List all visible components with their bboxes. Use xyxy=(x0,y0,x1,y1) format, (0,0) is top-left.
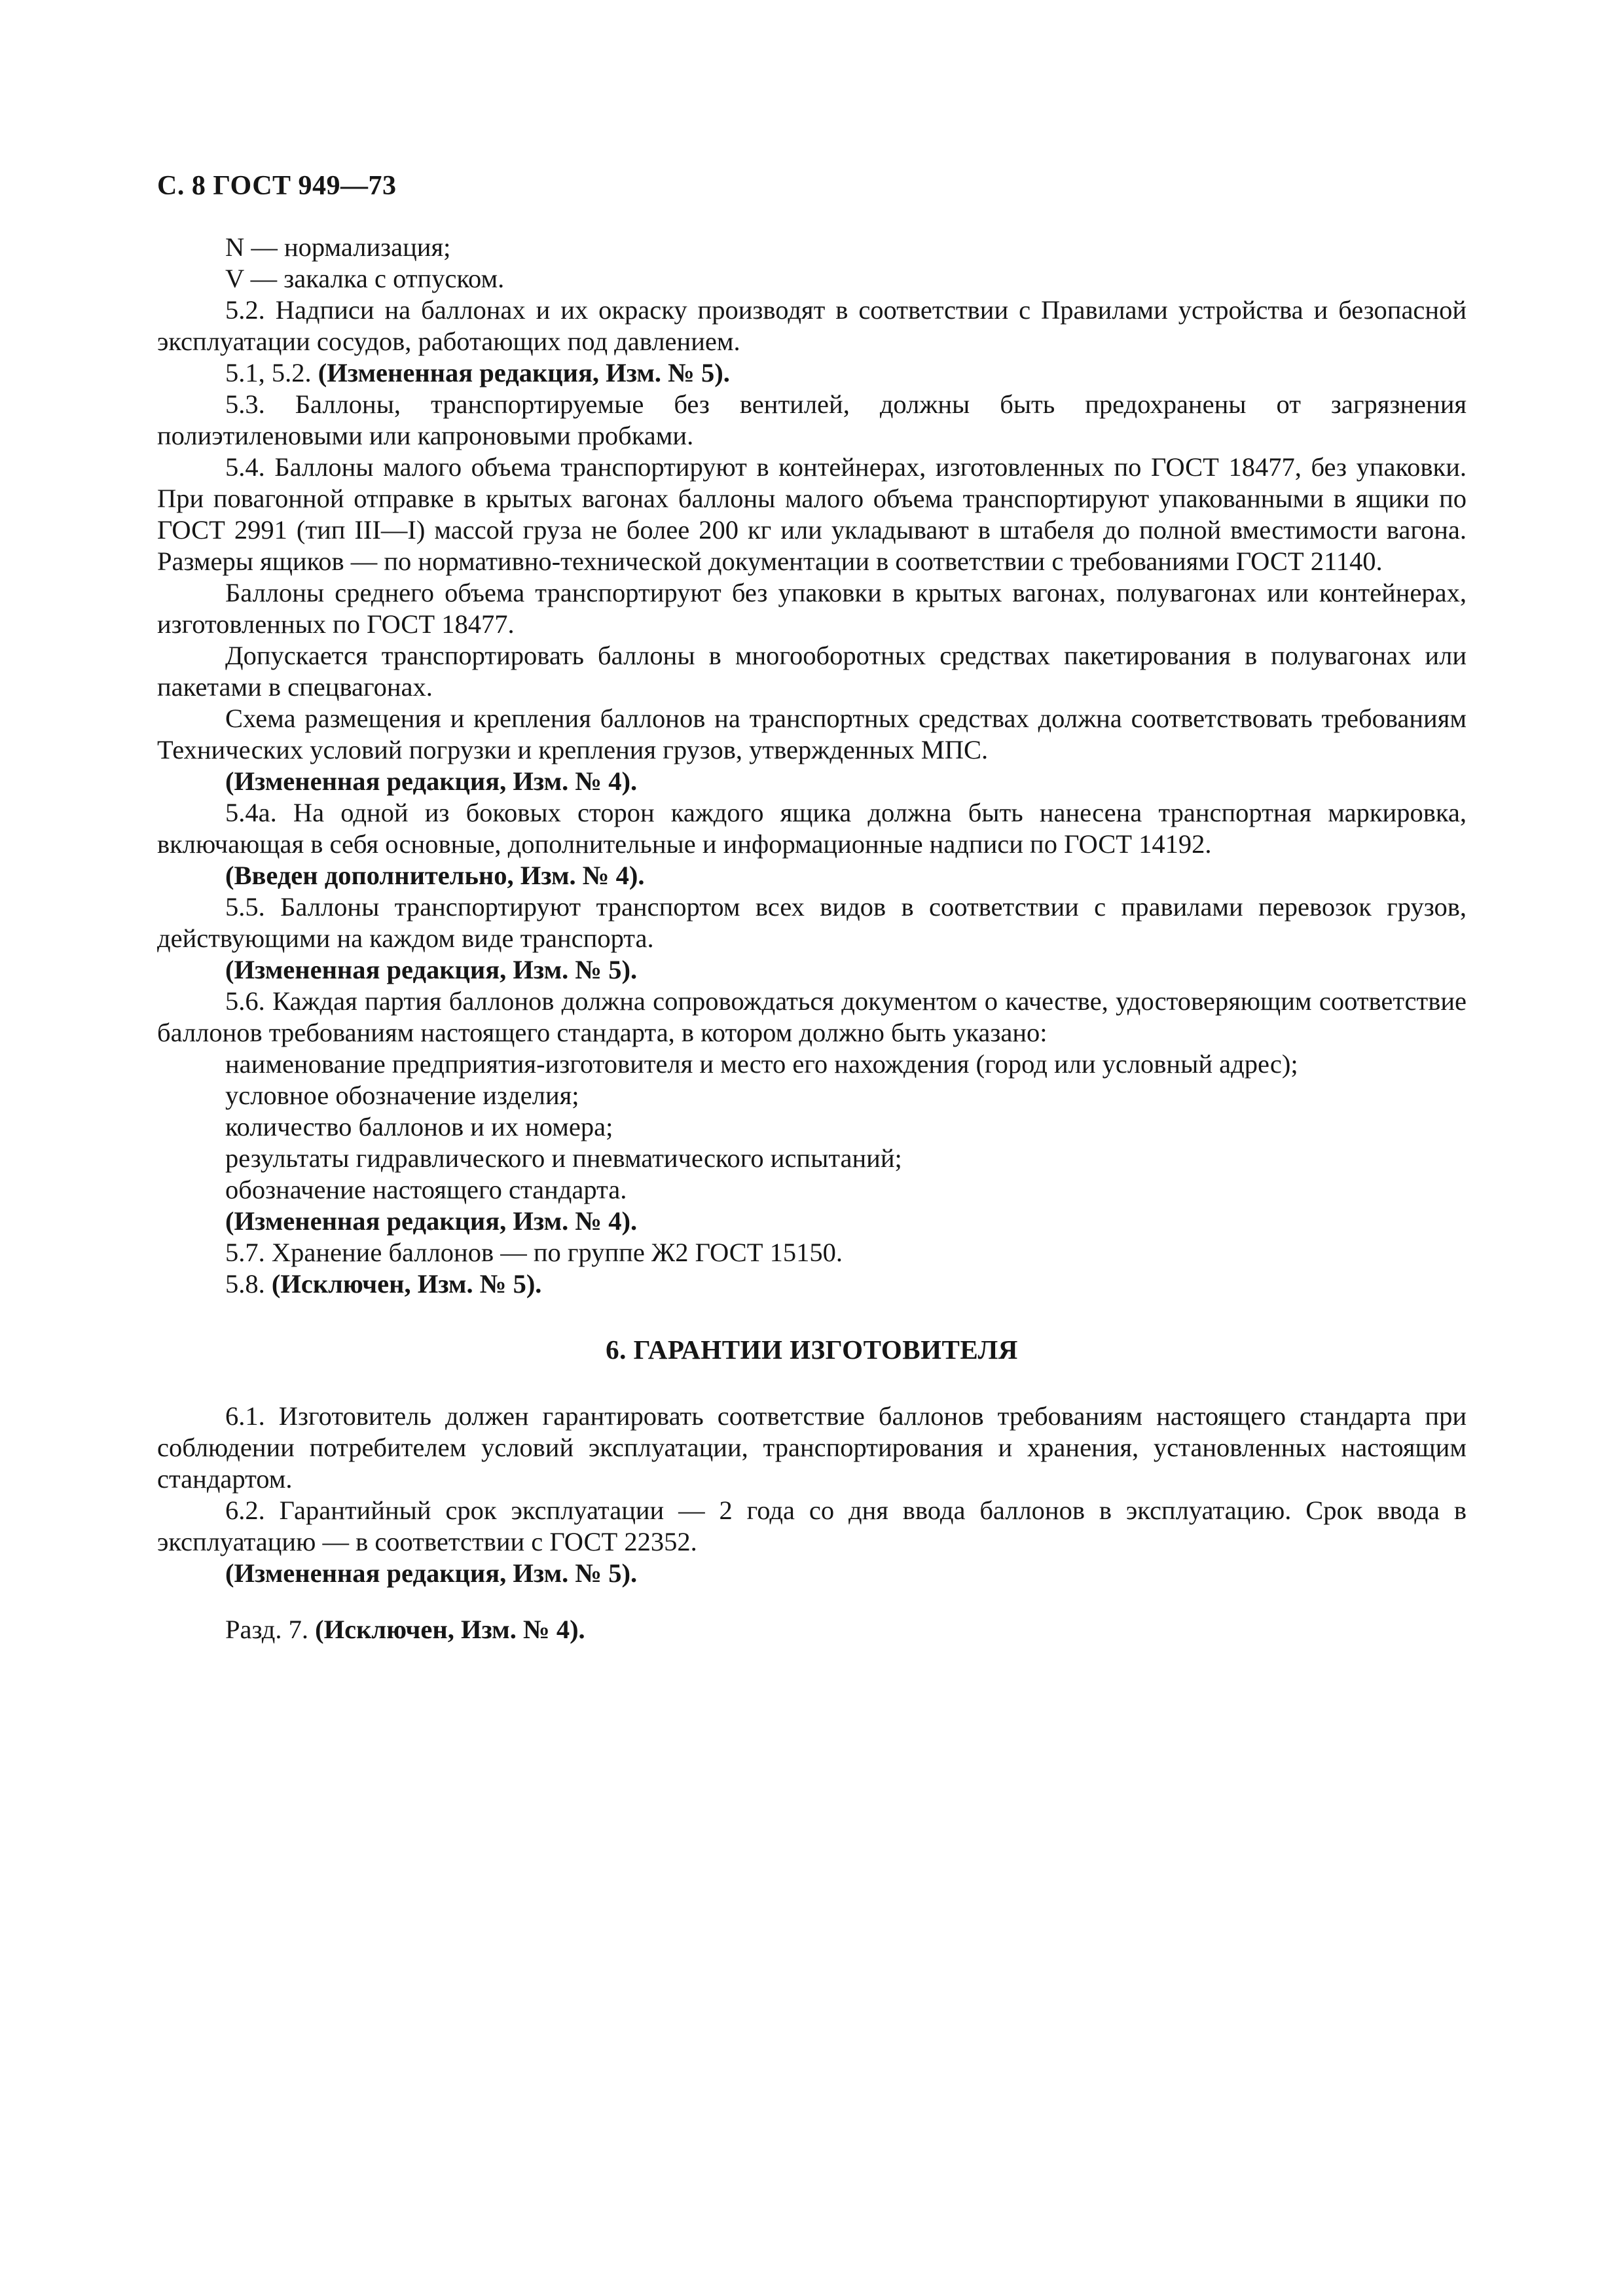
paragraph-6-1: 6.1. Изготовитель должен гарантировать соответствие баллонов требованиям настоящего стандарта при соблюдении потребителем условий эксплуатации, транспортирования и хранения, установленных настоящим стандартом. xyxy=(157,1401,1467,1494)
change-note-5-1-5-2 xyxy=(157,357,1467,389)
change-note-5-5: (Измененная редакция, Изм. № 5). xyxy=(225,955,638,984)
document-body xyxy=(157,232,1467,1645)
paragraph-5-7: 5.7. Хранение баллонов — по группе Ж2 ГОСТ 15150. xyxy=(225,1238,843,1267)
paragraph-5-8-prefix: 5.8. xyxy=(225,1269,272,1299)
section-7-excluded: (Исключен, Изм. № 4). xyxy=(315,1615,585,1644)
change-note-6-2: (Измененная редакция, Изм. № 5). xyxy=(225,1558,638,1588)
paragraph-5-4a: 5.4а. На одной из боковых сторон каждого ящика должна быть нанесена транспортная маркировка, включающая в себя основные, дополнительные и информационные надписи по ГОСТ 14192. xyxy=(157,798,1467,859)
paragraph-5-4-scheme: Схема размещения и крепления баллонов на транспортных средствах должна соответствовать требованиям Технических условий погрузки и крепления грузов, утвержденных МПС. xyxy=(157,704,1467,764)
paragraph-5-6: 5.6. Каждая партия баллонов должна сопровождаться документом о качестве, удостоверяющим соответствие баллонов требованиям настоящего стандарта, в котором должно быть указано: xyxy=(157,986,1467,1047)
page-header: С. 8 ГОСТ 949—73 xyxy=(157,171,397,201)
paragraph-n: N — нормализация; xyxy=(225,232,451,262)
paragraph-5-8 xyxy=(157,1268,1467,1300)
paragraph-5-8-note: (Исключен, Изм. № 5). xyxy=(271,1269,542,1299)
change-note-5-6: (Измененная редакция, Изм. № 4). xyxy=(225,1206,638,1236)
paragraph-6-2: 6.2. Гарантийный срок эксплуатации — 2 года со дня ввода баллонов в эксплуатацию. Срок ввода в эксплуатацию — в соответствии с ГОСТ 22352. xyxy=(157,1496,1467,1556)
list-item-quantity: количество баллонов и их номера; xyxy=(225,1112,613,1141)
section-7-prefix: Разд. 7. xyxy=(225,1615,316,1644)
section-6-title: 6. ГАРАНТИИ ИЗГОТОВИТЕЛЯ xyxy=(606,1335,1018,1365)
paragraph-5-2: 5.2. Надписи на баллонах и их окраску производят в соответствии с Правилами устройства и безопасной эксплуатации сосудов, работающих под давлением. xyxy=(157,295,1467,356)
change-note-5-4a: (Введен дополнительно, Изм. № 4). xyxy=(225,861,645,890)
paragraph-5-4-medium: Баллоны среднего объема транспортируют без упаковки в крытых вагонах, полувагонах или контейнерах, изготовленных по ГОСТ 18477. xyxy=(157,578,1467,639)
list-item-designation: условное обозначение изделия; xyxy=(225,1081,579,1110)
paragraph-5-5: 5.5. Баллоны транспортируют транспортом всех видов в соответствии с правилами перевозок грузов, действующими на каждом виде транспорта. xyxy=(157,892,1467,953)
paragraph-5-4: 5.4. Баллоны малого объема транспортируют в контейнерах, изготовленных по ГОСТ 18477, без упаковки. При повагонной отправке в крытых вагонах баллоны малого объема транспортируют упакованными в ящики по ГОСТ 2991 (тип III—I) массой груза не более 200 кг или укладывают в штабеля до полной вместимости вагона. Размеры ящиков — по нормативно-технической документации в соответствии с требованиями ГОСТ 21140. xyxy=(157,452,1467,576)
paragraph-v: V — закалка с отпуском. xyxy=(225,264,505,293)
list-item-manufacturer: наименование предприятия-изготовителя и место его нахождения (город или условный адрес); xyxy=(225,1049,1298,1079)
change-note-prefix: 5.1, 5.2. xyxy=(225,358,318,387)
section-7-note xyxy=(157,1614,1467,1645)
paragraph-5-3: 5.3. Баллоны, транспортируемые без вентилей, должны быть предохранены от загрязнения полиэтиленовыми или капроновыми пробками. xyxy=(157,389,1467,450)
change-note-5-4: (Измененная редакция, Изм. № 4). xyxy=(225,766,638,796)
list-item-standard: обозначение настоящего стандарта. xyxy=(225,1175,627,1204)
change-note-text: (Измененная редакция, Изм. № 5). xyxy=(318,358,730,387)
list-item-test-results: результаты гидравлического и пневматического испытаний; xyxy=(225,1143,902,1173)
paragraph-5-4-packaging: Допускается транспортировать баллоны в многооборотных средствах пакетирования в полувагонах или пакетами в спецвагонах. xyxy=(157,641,1467,702)
